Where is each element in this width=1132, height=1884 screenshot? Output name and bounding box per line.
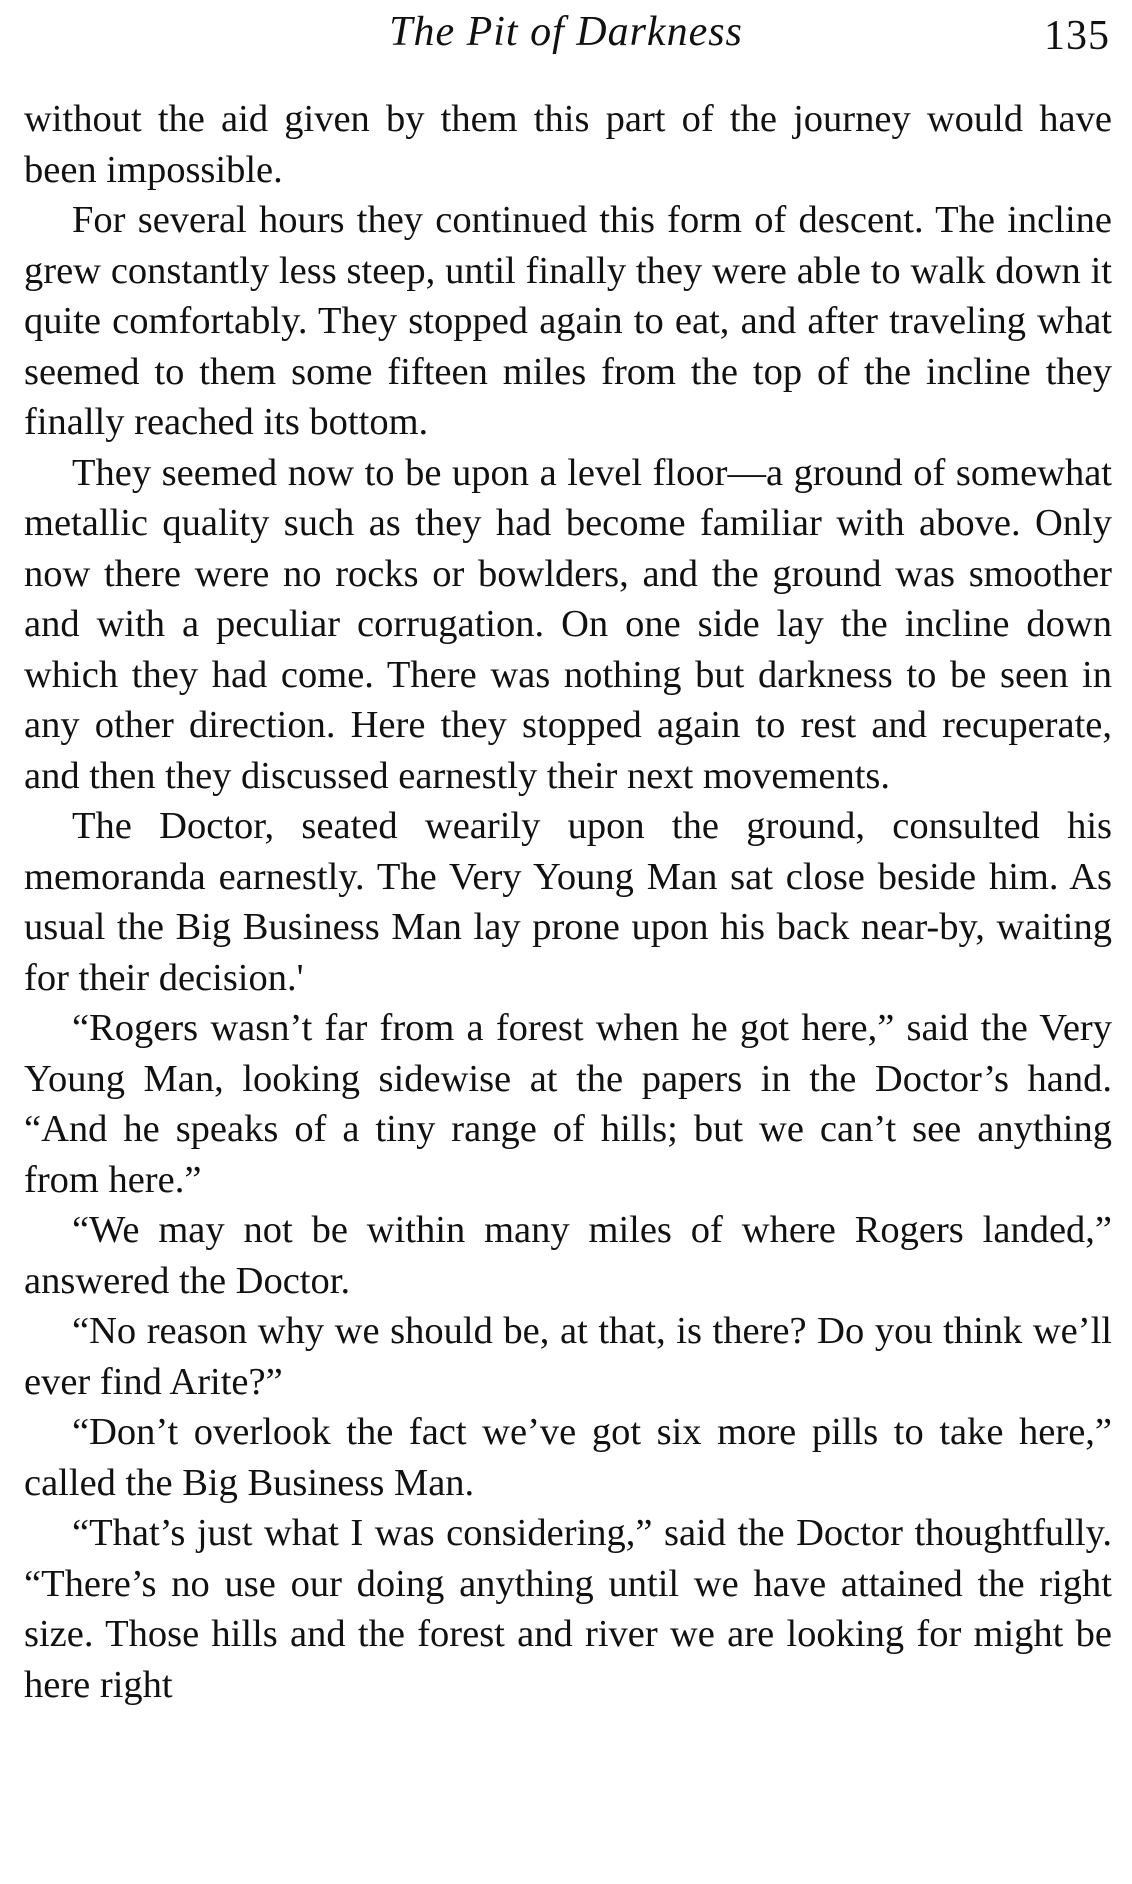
running-title: The Pit of Darkness [389,9,743,55]
paragraph: “Rogers wasn’t far from a forest when he got here,” said the Very Young Man, looking sidewise at the papers in the Doctor’s hand. “And he speaks of a tiny range of hills; but we can’t see anything from here.” [24,1007,1112,1201]
paragraph: “Don’t overlook the fact we’ve got six more pills to take here,” called the Big Business Man. [24,1411,1112,1504]
page-number: 135 [1044,13,1110,59]
paragraph: without the aid given by them this part of the journey would have been impossible. [24,98,1112,191]
body-text [24,94,1112,1710]
paragraph: “That’s just what I was considering,” said the Doctor thoughtfully. “There’s no use our doing anything until we have attained the right size. Those hills and the forest and river we are looking for might be here right [24,1512,1112,1706]
running-head [0,8,1132,68]
paragraph: For several hours they continued this form of descent. The incline grew constantly less steep, until finally they were able to walk down it quite comfortably. They stopped again to eat, and after traveling what seemed to them some fifteen miles from the top of the incline they finally reached its bottom. [24,199,1112,443]
paragraph: They seemed now to be upon a level floor—a ground of somewhat metallic quality such as they had become familiar with above. Only now there were no rocks or bowlders, and the ground was smoother and with a peculiar corrugation. On one side lay the incline down which they had come. There was nothing but darkness to be seen in any other direction. Here they stopped again to rest and recuperate, and then they discussed earnestly their next movements. [24,451,1112,797]
paragraph: “No reason why we should be, at that, is there? Do you think we’ll ever find Arite?” [24,1310,1112,1403]
paragraph: The Doctor, seated wearily upon the ground, consulted his memoranda earnestly. The Very Young Man sat close beside him. As usual the Big Business Man lay prone upon his back near-by, waiting for their decision.' [24,805,1112,999]
paragraph: “We may not be within many miles of where Rogers landed,” answered the Doctor. [24,1209,1112,1302]
